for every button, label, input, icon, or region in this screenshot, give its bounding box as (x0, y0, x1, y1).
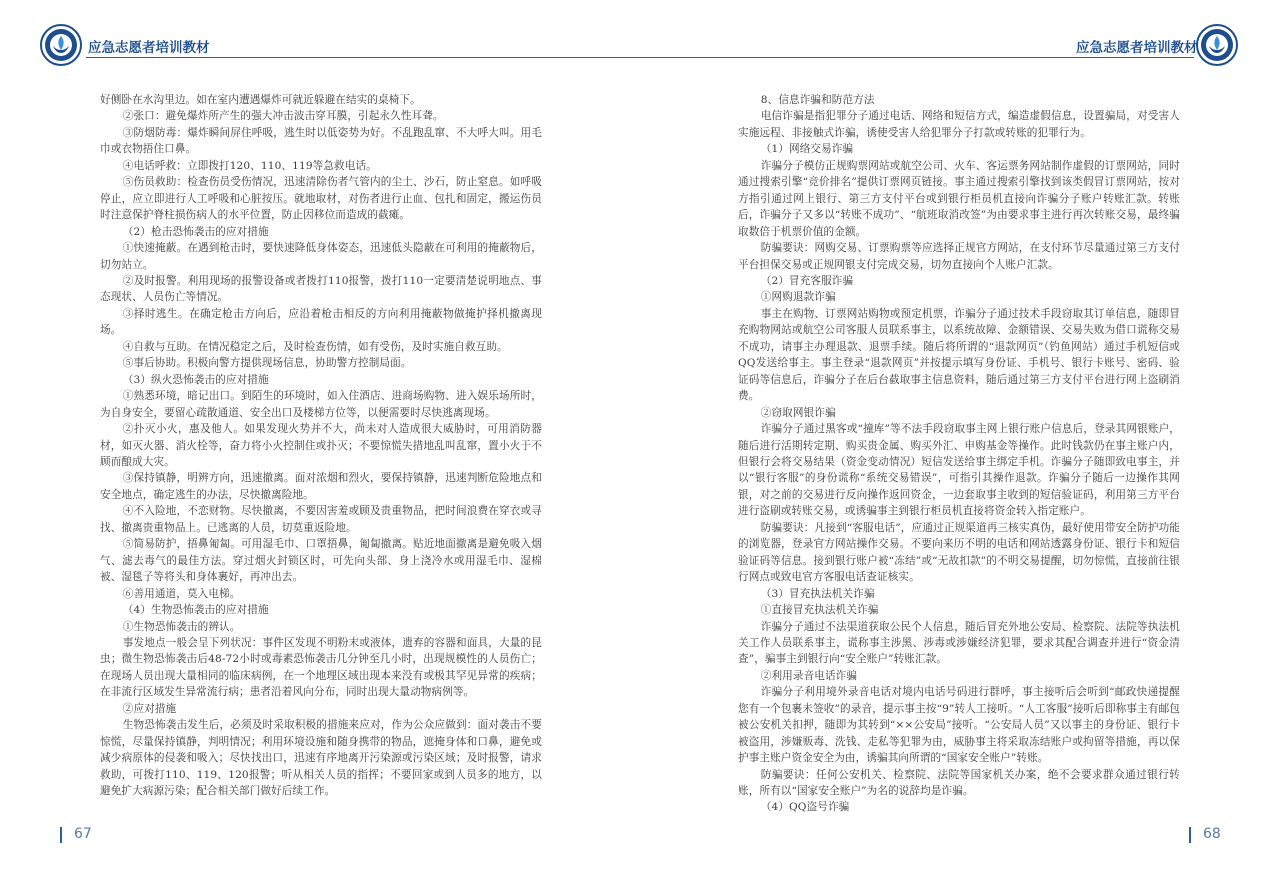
paragraph: 防骗要诀：凡接到“客服电话”，应通过正规渠道再三核实真伪，最好使用带安全防护功能的浏览器，登录官方网站操作交易。不要向来历不明的电话和网站透露身份证、银行卡和短信验证码等信息。接到银行账户被“冻结”或“无故扣款”的不明交易提醒，切勿惊慌，直接前往银行网点或致电官方客服电话查证核实。 (738, 521, 1180, 584)
section-heading: （4）生物恐怖袭击的应对措施 (122, 604, 269, 617)
paragraph: 诈骗分子利用境外录音电话对境内电话号码进行群呼，事主接听后会听到“邮政快递提醒您有一个包裹未签收”的录音，提示事主按“9”转人工接听。“人工客服”接听后即称事主有邮包被公安机关扣押，随即为其转到“××公安局”接听。“公安局人员”又以事主的身份证、银行卡被盗用，涉嫌贩毒、洗钱、走私等犯罪为由，威胁事主将采取冻结账户或拘留等措施，再以保护事主账户资金安全为由，诱骗其向所谓的“国家安全账户”转账。 (738, 686, 1180, 765)
paragraph: ①快速掩蔽。在遇到枪击时，要快速降低身体姿态，迅速低头隐蔽在可利用的掩蔽物后，切勿站立。 (100, 242, 542, 271)
paragraph: 电信诈骗是指犯罪分子通过电话、网络和短信方式，编造虚假信息，设置骗局，对受害人实施远程、非接触式诈骗，诱使受害人给犯罪分子打款或转账的犯罪行为。 (738, 110, 1180, 139)
paragraph: 生物恐怖袭击发生后，必须及时采取积极的措施来应对，作为公众应做到：面对袭击不要惊慌，尽量保持镇静，判明情况；利用环境设施和随身携带的物品，遮掩身体和口鼻，避免或减少病原体的侵袭和吸入；尽快找出口，迅速有序地离开污染源或污染区域；及时报警，请求救助，可拨打110、119、120报警；听从相关人员的指挥；不要回家或到人员多的地方，以避免扩大病源污染；配合相关部门做好后续工作。 (100, 719, 542, 798)
paragraph: ⑥善用通道，莫入电梯。 (122, 587, 241, 600)
right-page-body (738, 92, 1180, 816)
paragraph: ⑤伤员救助：检查伤员受伤情况，迅速清除伤者气管内的尘土、沙石，防止窒息。如呼吸停止，应立即进行人工呼吸和心脏按压。就地取材，对伤者进行止血、包扎和固定，搬运伤员时注意保护脊柱损伤病人的水平位置，防止因移位而造成的截瘫。 (100, 176, 542, 222)
paragraph: 事主在购物、订票网站购物或预定机票，诈骗分子通过技术手段窃取其订单信息，随即冒充购物网站或航空公司客服人员联系事主，以系统故障、金额错误、交易失败为借口谎称交易不成功，请事主办理退款、退票手续。随后将所谓的“退款网页”（钓鱼网站）通过手机短信或QQ发送给事主。事主登录“退款网页”并按提示填写身份证、手机号、银行卡账号、密码、验证码等信息后，诈骗分子在后台截取事主信息资料，随后通过第三方支付平台进行网上盗刷消费。 (738, 307, 1180, 403)
paragraph: ⑤事后协助。积极向警方提供现场信息，协助警方控制局面。 (122, 357, 412, 370)
header-title: 应急志愿者培训教材 (88, 40, 210, 56)
paragraph: ④自救与互助。在情况稳定之后，及时检查伤情，如有受伤，及时实施自救互助。 (122, 340, 508, 353)
header-title: 应急志愿者培训教材 (1076, 40, 1198, 56)
subsection-heading: ①直接冒充执法机关诈骗 (760, 604, 879, 617)
paragraph: ①生物恐怖袭击的辨认。 (122, 620, 241, 633)
paragraph: 诈骗分子模仿正规购票网站或航空公司、火车、客运票务网站制作虚假的订票网站，同时通过搜索引擎“竞价排名”提供订票网页链接。事主通过搜索引擎找到该类假冒订票网站，按对方指引通过网上银行、第三方支付平台或到银行柜员机直接向诈骗分子账户转账汇款。转账后，诈骗分子又多以“转账不成功”、“航班取消改签”为由要求事主进行再次转账交易，最终骗取数倍于机票价值的金额。 (738, 159, 1180, 238)
subsection-heading: ①网购退款诈骗 (760, 291, 836, 304)
page-number-bar (60, 827, 62, 843)
paragraph: ④电话呼救：立即拨打120、110、119等急救电话。 (122, 159, 377, 172)
section-heading: （2）冒充客服诈骗 (760, 274, 854, 287)
paragraph: ⑤简易防护，捂鼻匍匐。可用湿毛巾、口罩捂鼻，匍匐撤离。贴近地面撤离是避免吸入烟气、滤去毒气的最佳方法。穿过烟火封锁区时，可先向头部、身上浇冷水或用湿毛巾、湿棉被、湿毯子等将头和身体裹好，再冲出去。 (100, 538, 542, 584)
page-number: 67 (74, 826, 92, 842)
paragraph: ②应对措施 (122, 702, 177, 715)
page-number-bar (1189, 827, 1191, 843)
paragraph: 防骗要诀：任何公安机关、检察院、法院等国家机关办案，绝不会要求群众通过银行转账，所有以“国家安全账户”为名的说辞均是诈骗。 (738, 768, 1180, 798)
section-heading: （4）QQ盗号诈骗 (760, 801, 850, 814)
paragraph: 防骗要诀：网购交易、订票购票等应选择正规官方网站，在支付环节尽量通过第三方支付平台担保交易或正规网银支付完成交易，切勿直接向个人账户汇款。 (738, 242, 1180, 271)
paragraph: ②张口：避免爆炸所产生的强大冲击波击穿耳膜，引起永久性耳聋。 (122, 110, 444, 123)
subsection-heading: ②窃取网银诈骗 (760, 406, 836, 419)
subsection-heading: ②利用录音电话诈骗 (760, 669, 858, 682)
section-heading: （3）冒充执法机关诈骗 (760, 587, 875, 600)
paragraph: 事发地点一般会呈下列状况：事件区发现不明粉末或液体，遗弃的容器和面具，大量的昆虫；微生物恐怖袭击后48-72小时或毒素恐怖袭击几分钟至几小时，出现规模性的人员伤亡；在现场人员出现大量相同的临床病例，在一个地理区域出现本来没有或极其罕见异常的疾病；在非流行区域发生异常流行病；患者沿着风向分布，同时出现大量动物病例等。 (100, 636, 542, 699)
left-page-body (100, 92, 542, 799)
paragraph: 诈骗分子通过黑客或“撞库”等不法手段窃取事主网上银行账户信息后，登录其网银账户，随后进行活期转定期、购买贵金属、购买外汇、申购基金等操作。此时钱款仍在事主账户内，但银行会将交易结果（资金变动情况）短信发送给事主绑定手机。诈骗分子随即致电事主，并以“银行客服”的身份谎称“系统交易错误”，可指引其操作退款。诈骗分子随后一边操作其网银，对之前的交易进行反向操作返回资金，一边套取事主收到的短信验证码，利用第三方平台进行盗刷或转账交易，或诱骗事主到银行柜员机直接将资金转入指定账户。 (738, 423, 1180, 518)
paragraph: 诈骗分子通过不法渠道获取公民个人信息，随后冒充外地公安局、检察院、法院等执法机关工作人员联系事主，谎称事主涉黑、涉毒或涉嫌经济犯罪，要求其配合调查并进行“资金清查”，骗事主到银行向“安全账户”转账汇款。 (738, 620, 1180, 666)
paragraph: 好侧卧在水沟里边。如在室内遭遇爆炸可就近躲避在结实的桌椅下。 (100, 94, 421, 106)
paragraph: ③保持镇静，明辨方向，迅速撤离。面对浓烟和烈火，要保持镇静，迅速判断危险地点和安全地点，确定逃生的办法，尽快撤离险地。 (100, 472, 542, 501)
header-divider (640, 57, 1194, 58)
paragraph: ④不入险地，不恋财物。尽快撤离，不要因害羞或顾及贵重物品，把时间浪费在穿衣或寻找、撤离贵重物品上。已逃离的人员，切莫重返险地。 (100, 505, 542, 534)
paragraph: ②及时报警。利用现场的报警设备或者拨打110报警，拨打110一定要清楚说明地点、事态现状、人员伤亡等情况。 (100, 274, 542, 304)
section-heading: 8、信息诈骗和防范方法 (760, 94, 875, 106)
section-heading: （3）纵火恐怖袭击的应对措施 (122, 373, 269, 386)
right-page (640, 0, 1280, 874)
section-heading: （2）枪击恐怖袭击的应对措施 (122, 225, 269, 238)
header-divider (86, 57, 640, 58)
paragraph: ②扑灭小火，惠及他人。如果发现火势并不大，尚未对人造成很大威胁时，可用消防器材，如灭火器、消火栓等，奋力将小火控制住或扑灭；不要惊慌失措地乱叫乱窜，置小火于不顾而酿成大灾。 (100, 423, 542, 468)
paragraph: ①熟悉环境，暗记出口。到陌生的环境时，如入住酒店、进商场购物、进入娱乐场所时，为自身安全，要留心疏散通道、安全出口及楼梯方位等，以便需要时尽快逃离现场。 (100, 390, 542, 419)
paragraph: ③防烟防毒：爆炸瞬间屏住呼吸，逃生时以低姿势为好。不乱跑乱窜、不大呼大叫。用毛巾或衣物捂住口鼻。 (100, 126, 542, 156)
emblem-logo-icon (40, 24, 82, 66)
emblem-logo-icon (1196, 24, 1238, 66)
section-heading: （1）网络交易诈骗 (760, 143, 854, 156)
page-number: 68 (1203, 826, 1221, 842)
paragraph: ③择时逃生。在确定枪击方向后，应沿着枪击相反的方向利用掩蔽物做掩护择机撤离现场。 (100, 307, 542, 337)
